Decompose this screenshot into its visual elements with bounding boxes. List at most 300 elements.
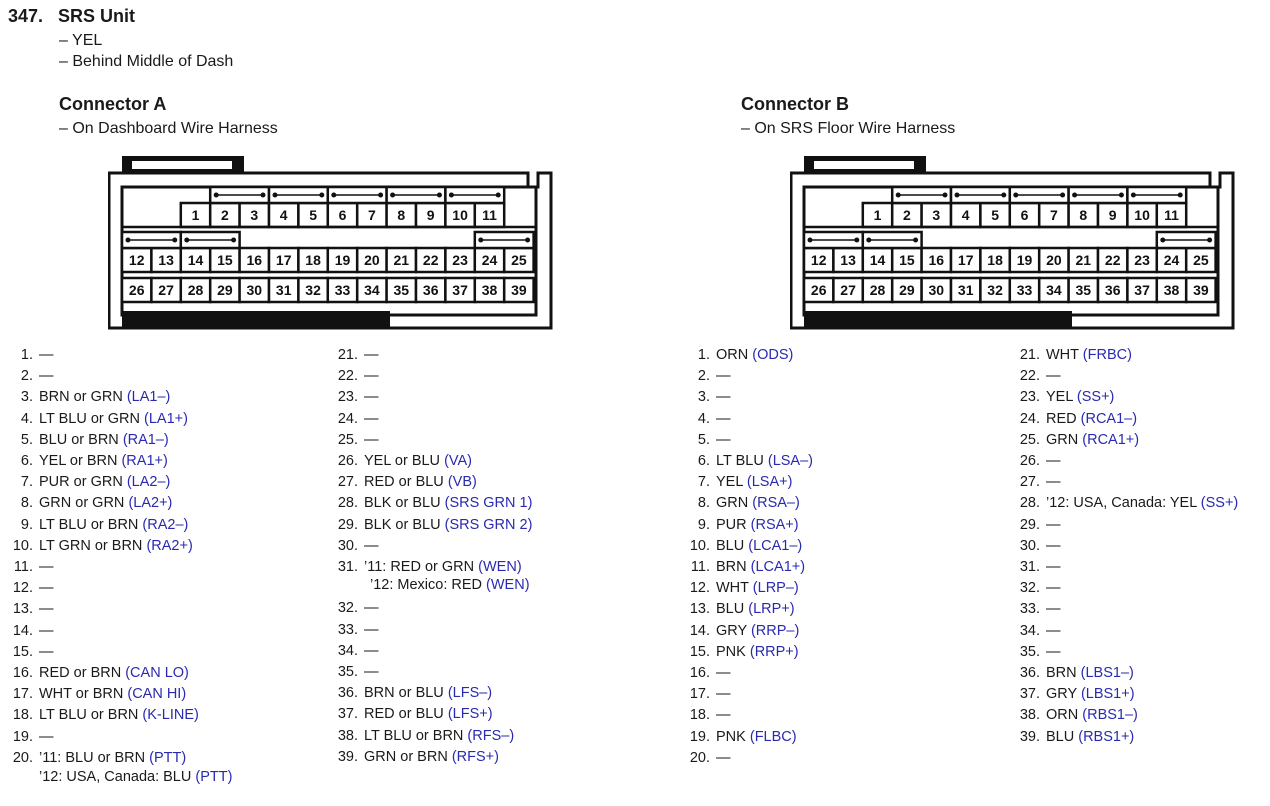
signal-name: (RBS1–) [1082,707,1138,724]
signal-name: (CAN LO) [125,665,189,681]
pin-number: 31 [275,282,292,298]
wire-color: GRN or GRN [39,495,125,512]
connector-a-svg [108,155,558,335]
pin-number: 37 [452,282,468,298]
pin-number: 26 [128,282,145,298]
wire-color: — [716,389,731,406]
pin-label: 13. [12,601,33,618]
pin-label: 21. [1019,347,1040,363]
wire-color: ORN [716,347,749,363]
pin-number: 16 [246,252,263,268]
pin-number: 32 [987,282,1003,298]
pin-row-b-1 [677,345,793,366]
wire-color: — [364,600,379,617]
pin-row-b-8 [677,493,800,514]
signal-name: (RA1–) [122,431,169,448]
pin-label: 10. [689,537,710,554]
wire-color: — [716,410,731,427]
wire-color: PNK [716,643,746,660]
wire-color: LT BLU or BRN [39,516,139,533]
wire-color: — [364,621,379,638]
signal-name: (LCA1–) [748,537,803,554]
wire-color: — [1046,601,1061,618]
wire-color: — [716,707,731,724]
pin-row-b-39 [1007,727,1134,748]
signal-name: (FRBC) [1082,347,1132,363]
pin-label: 8. [20,495,33,512]
wire-color: BRN or BLU [364,685,444,702]
component-title: SRS Unit [58,6,136,26]
pin-label: 17. [689,686,710,703]
pin-row-b-5 [677,430,731,451]
wire-color: GRY [716,622,747,639]
pin-label: 32. [337,600,358,617]
pin-label: 11. [13,559,33,575]
signal-name: (RRP–) [750,622,800,639]
pin-label: 28. [1019,495,1040,512]
pin-number: 30 [246,282,263,298]
wire-color: — [364,537,379,554]
pin-row-a-32 [325,598,379,619]
pin-number: 34 [1046,282,1062,298]
wire-color: YEL [1046,389,1073,406]
signal-name: (CAN HI) [127,686,187,703]
pin-number: 35 [393,282,410,298]
pin-label: 9. [20,516,33,533]
signal-name: (PTT) [149,749,187,766]
wire-color: — [364,642,379,659]
wire-color: — [364,347,379,363]
pin-label: 26. [337,453,358,469]
pin-row-a-20 [0,748,186,769]
pin-label: 25. [337,431,358,448]
signal-name: (VB) [447,474,477,491]
pin-label: 10. [12,537,33,554]
wire-color: — [39,643,54,660]
wire-color: — [39,347,54,363]
signal-name: (LSA+) [746,474,793,491]
pin-number: 24 [481,252,498,268]
pin-label: 39. [337,748,358,765]
pin-row-a-5 [0,430,169,451]
wire-color: BRN [1046,665,1077,681]
pin-number: 26 [810,282,827,298]
pin-number: 5 [309,207,317,223]
pin-row-a-24 [325,409,379,430]
pin-label: 37. [337,706,358,723]
pin-row-b-26 [1007,451,1061,472]
pin-label: 17. [12,686,33,703]
pin-number: 10 [1134,207,1150,223]
wire-color: BRN [716,559,747,575]
wire-color: — [1046,559,1061,575]
pin-label: 28. [337,495,358,512]
pin-number: 21 [1075,252,1092,268]
signal-name: (SS+) [1076,389,1115,406]
pin-label: 38. [1019,707,1040,724]
pin-number: 22 [422,252,439,268]
pin-row-a-4 [0,409,188,430]
pin-number: 36 [1104,282,1121,298]
pin-number: 18 [305,252,321,268]
signal-name: (RFS–) [467,727,515,744]
pin-number: 8 [1079,207,1088,223]
wire-color: — [1046,643,1061,660]
wire-color: — [1046,453,1061,469]
wire-color: WHT or BRN [39,686,124,703]
wire-color: GRY [1046,686,1077,703]
pin-row-a-34 [325,641,379,662]
wire-color: — [364,368,379,385]
pin-label: 22. [337,368,358,385]
signal-name: (RA2+) [146,537,193,554]
signal-name: (LBS1–) [1080,665,1134,681]
pin-row-b-17 [677,684,731,705]
pin-row-a-28 [325,493,532,514]
pin-number: 38 [481,282,498,298]
wire-color: YEL or BRN [39,453,118,469]
wire-color: — [39,601,54,618]
signal-name: (LA2+) [128,495,173,512]
wire-color: ’12: USA, Canada: YEL [1046,495,1197,512]
wire-color: BLU [716,601,745,618]
pin-number: 16 [928,252,945,268]
pin-number: 1 [873,207,882,223]
pin-label: 1. [20,347,33,363]
pin-row-a-36 [325,683,492,704]
connector-b-title: Connector B [741,94,849,114]
pin-number: 13 [840,252,856,268]
pin-number: 12 [128,252,145,268]
pin-number: 35 [1075,282,1092,298]
pin-row-a-12 [0,578,54,599]
wire-color: WHT [1046,347,1079,363]
signal-name: (LFS–) [447,685,493,702]
pin-row-b-22 [1007,366,1061,387]
signal-name: (VA) [444,453,472,469]
pin-row-a-25 [325,430,379,451]
pin-row-b-15 [677,642,799,663]
pin-number: 30 [928,282,945,298]
page-title [8,6,135,27]
pin-label: 7. [20,474,33,491]
pin-number: 39 [1193,282,1209,298]
pin-label: 5. [20,431,33,448]
pin-row-a-18 [0,705,199,726]
signal-name: (SS+) [1200,495,1239,512]
pin-row-a-33 [325,620,379,641]
wire-color: — [39,559,54,575]
pin-label: 15. [12,643,33,660]
pin-number: 22 [1104,252,1121,268]
wire-color: RED or BLU [364,706,444,723]
signal-name: (RBS1+) [1078,728,1135,745]
detail-location: – Behind Middle of Dash [59,53,234,70]
pin-row-a-2 [0,366,54,387]
pin-number: 38 [1163,282,1180,298]
detail-color: – YEL [59,32,103,49]
pin-label: 35. [1019,643,1040,660]
pin-number: 33 [1016,282,1033,298]
wire-color: GRN [716,495,749,512]
pin-number: 19 [1016,252,1033,268]
connector-a-title: Connector A [59,94,167,114]
wire-color: PNK [716,728,746,745]
wire-color: LT GRN or BRN [39,537,143,554]
pin-number: 14 [187,252,204,268]
pin-row-b-28 [1007,493,1238,514]
pin-row-a-20-cont [39,767,232,788]
pin-number: 19 [334,252,351,268]
pin-row-b-23 [1007,387,1114,408]
signal-name: (LSA–) [767,453,813,469]
signal-name: (LA2–) [126,474,171,491]
wire-color: ORN [1046,707,1079,724]
pin-number: 32 [305,282,321,298]
pin-label: 20. [689,749,710,766]
wire-color: — [1046,516,1061,533]
pin-number: 2 [903,207,911,223]
wire-color: YEL [716,474,743,491]
pin-row-a-17 [0,684,186,705]
pin-row-b-18 [677,705,731,726]
pin-number: 6 [1020,207,1029,223]
pin-row-b-30 [1007,536,1061,557]
pin-label: 22. [1019,368,1040,385]
pin-number: 5 [991,207,999,223]
pin-row-b-32 [1007,578,1061,599]
pin-label: 39. [1019,728,1040,745]
pin-row-b-24 [1007,409,1137,430]
pin-row-a-1 [0,345,54,366]
pin-number: 7 [368,207,376,223]
wire-color: — [39,728,54,745]
wire-color: YEL or BLU [364,453,441,469]
pin-row-a-39 [325,747,499,768]
pin-label: 24. [1019,410,1040,427]
pin-number: 25 [1193,252,1209,268]
pin-label: 27. [1019,474,1040,491]
pin-number: 13 [158,252,174,268]
pin-number: 17 [275,252,292,268]
pin-label: 11. [690,559,710,575]
pin-number: 2 [221,207,229,223]
pin-number: 20 [1046,252,1062,268]
signal-name: (LA1+) [144,410,188,427]
connector-b-location: – On SRS Floor Wire Harness [741,120,956,137]
pin-number: 20 [364,252,380,268]
signal-name: (RA2–) [142,516,189,533]
pin-row-b-6 [677,451,813,472]
pin-row-b-7 [677,472,792,493]
pin-number: 3 [250,207,259,223]
wire-color: — [716,665,731,681]
signal-name: (RCA1–) [1080,410,1138,427]
pin-number: 23 [1134,252,1150,268]
pin-row-a-29 [325,515,532,536]
wire-color: — [1046,368,1061,385]
pin-number: 4 [961,207,970,223]
pin-label: 16. [689,665,710,681]
pin-label: 3. [697,389,710,406]
pin-label: 14. [12,622,33,639]
pin-row-a-38 [325,726,514,747]
pin-label: 34. [337,642,358,659]
wire-color: LT BLU [716,453,764,469]
wire-color: ’11: RED or GRN [364,559,475,575]
pin-label: 2. [20,368,33,385]
wire-color: — [364,389,379,406]
pin-label: 3. [20,389,33,406]
wire-color: — [364,664,379,680]
pin-number: 39 [511,282,527,298]
pin-number: 14 [869,252,886,268]
pin-label: 32. [1019,580,1040,597]
pin-row-a-21 [325,345,379,366]
pin-row-b-20 [677,748,731,769]
signal-name: (RCA1+) [1082,431,1140,448]
connector-b-svg [790,155,1240,335]
wire-color: PUR [716,516,747,533]
signal-name: (RFS+) [451,748,499,765]
wire-color: — [716,686,731,703]
wire-color: RED or BRN [39,665,122,681]
wire-color: — [1046,622,1061,639]
pin-label: 1. [697,347,710,363]
signal-name: (LBS1+) [1080,686,1135,703]
signal-name: (K-LINE) [142,707,199,724]
wire-color: BLK or BLU [364,516,441,533]
signal-name: (PTT) [195,769,233,785]
pin-row-a-3 [0,387,170,408]
pin-row-b-33 [1007,599,1061,620]
pin-label: 6. [697,453,710,469]
pin-number: 37 [1134,282,1150,298]
wire-color: LT BLU or BRN [364,727,464,744]
wire-color: — [716,431,731,448]
pin-label: 19. [689,728,710,745]
pin-number: 31 [957,282,974,298]
signal-name: (FLBC) [749,728,797,745]
pin-number: 7 [1050,207,1058,223]
pin-row-a-8 [0,493,172,514]
pin-label: 18. [689,707,710,724]
pin-label: 37. [1019,686,1040,703]
signal-name: (LFS+) [447,706,493,723]
pin-row-b-12 [677,578,799,599]
signal-name: (RRP+) [749,643,799,660]
pin-row-b-19 [677,727,797,748]
pin-number: 28 [869,282,886,298]
pin-row-b-2 [677,366,731,387]
wire-color: — [39,622,54,639]
pin-number: 29 [899,282,915,298]
wire-color: — [39,580,54,597]
pin-row-b-4 [677,409,731,430]
pin-row-a-37 [325,704,493,725]
pin-number: 23 [452,252,468,268]
signal-name: (SRS GRN 1) [444,495,533,512]
pin-number: 33 [334,282,351,298]
wire-color: — [364,431,379,448]
pin-label: 24. [337,410,358,427]
wire-color: ’12: Mexico: RED [370,577,483,594]
pin-label: 34. [1019,622,1040,639]
pin-label: 16. [12,665,33,681]
pin-label: 6. [20,453,33,469]
signal-name: (ODS) [752,347,794,363]
pin-number: 18 [987,252,1003,268]
wire-color: — [1046,474,1061,491]
wire-color: GRN [1046,431,1079,448]
wire-color: — [716,749,731,766]
pin-number: 36 [422,282,439,298]
wire-color: BLU or BRN [39,431,119,448]
pin-row-a-13 [0,599,54,620]
pin-row-b-13 [677,599,795,620]
wire-color: BLU [716,537,745,554]
pin-row-a-22 [325,366,379,387]
pin-label: 4. [697,410,710,427]
pin-label: 13. [689,601,710,618]
pin-row-a-9 [0,515,188,536]
pin-number: 15 [899,252,915,268]
pin-row-b-35 [1007,642,1061,663]
signal-name: (WEN) [486,577,530,594]
pin-number: 12 [810,252,827,268]
pin-row-b-27 [1007,472,1061,493]
pin-number: 29 [217,282,233,298]
pin-row-a-14 [0,621,54,642]
pin-row-b-16 [677,663,731,684]
pin-number: 11 [1164,207,1179,223]
wire-color: PUR or GRN [39,474,123,491]
pin-row-a-11 [0,557,54,578]
pin-label: 23. [1019,389,1040,406]
pin-number: 1 [191,207,200,223]
pin-label: 14. [689,622,710,639]
signal-name: (RA1+) [121,453,168,469]
pin-number: 10 [452,207,468,223]
pin-row-a-15 [0,642,54,663]
signal-name: (LCA1+) [750,559,806,575]
wire-color: ’12: USA, Canada: BLU [39,769,192,785]
pin-label: 21. [337,347,358,363]
signal-name: (LA1–) [126,389,171,406]
pin-label: 19. [12,728,33,745]
pin-row-b-21 [1007,345,1132,366]
pin-label: 29. [1019,516,1040,533]
pin-row-a-19 [0,727,54,748]
pin-label: 33. [1019,601,1040,618]
item-number: 347. [8,6,44,26]
pin-label: 38. [337,727,358,744]
signal-name: (LRP+) [748,601,795,618]
pin-number: 9 [426,207,435,223]
pin-row-a-23 [325,387,379,408]
pin-label: 4. [20,410,33,427]
pin-row-b-9 [677,515,799,536]
pin-row-b-36 [1007,663,1134,684]
wire-color: — [716,368,731,385]
pin-label: 26. [1019,453,1040,469]
pin-row-a-7 [0,472,170,493]
pin-number: 24 [1163,252,1180,268]
pin-row-b-31 [1007,557,1061,578]
pin-label: 27. [337,474,358,491]
pin-number: 21 [393,252,410,268]
pin-row-b-25 [1007,430,1139,451]
